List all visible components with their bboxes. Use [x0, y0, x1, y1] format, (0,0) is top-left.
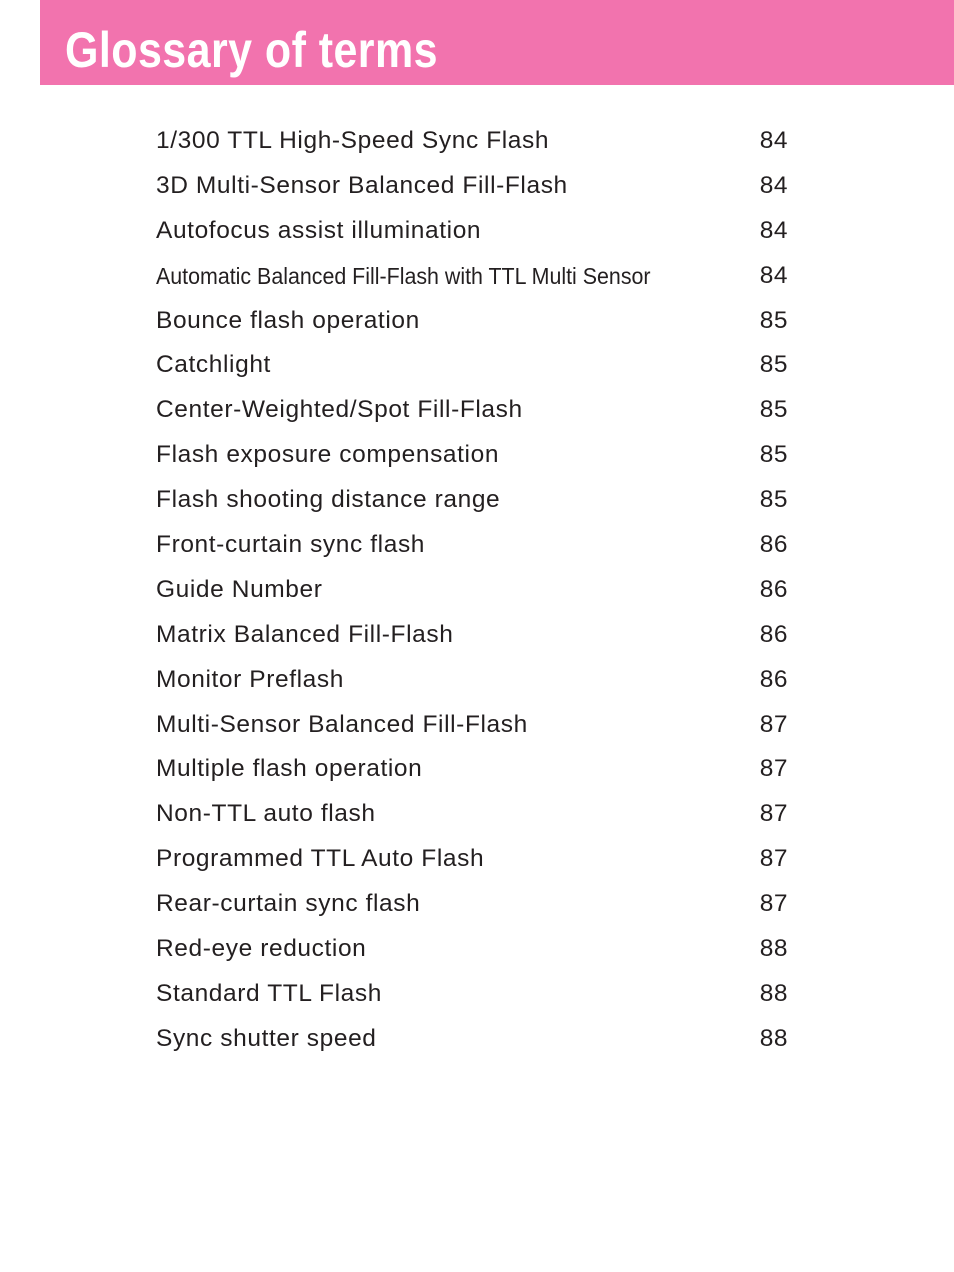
glossary-page-number: 84: [759, 261, 788, 289]
glossary-term: Center-Weighted/Spot Fill-Flash: [156, 396, 523, 424]
glossary-term: Automatic Balanced Fill-Flash with TTL Multi Sensor: [156, 262, 651, 289]
glossary-term: Multiple flash operation: [156, 755, 423, 783]
glossary-page-number: 87: [759, 755, 788, 783]
glossary-entry[interactable]: [156, 209, 788, 254]
glossary-list: [156, 119, 788, 1062]
glossary-page-number: 84: [759, 127, 788, 154]
glossary-term: Standard TTL Flash: [156, 979, 382, 1007]
glossary-page-number: 87: [759, 890, 788, 918]
glossary-page-number: 85: [759, 396, 788, 424]
glossary-term: Bounce flash operation: [156, 306, 420, 334]
glossary-term: Front-curtain sync flash: [156, 531, 426, 559]
glossary-entry[interactable]: [156, 613, 788, 658]
glossary-page-number: 86: [759, 531, 788, 559]
glossary-entry[interactable]: [156, 299, 788, 344]
glossary-entry[interactable]: [156, 164, 788, 209]
glossary-page-number: 85: [759, 351, 788, 379]
glossary-page-number: 86: [759, 665, 788, 693]
glossary-term: Sync shutter speed: [156, 1024, 377, 1052]
glossary-term: Rear-curtain sync flash: [156, 890, 421, 918]
glossary-page-number: 88: [759, 935, 788, 963]
glossary-page-number: 84: [759, 216, 788, 244]
glossary-term: Non-TTL auto flash: [156, 800, 376, 828]
glossary-page-number: 85: [759, 441, 788, 469]
glossary-term: Flash shooting distance range: [156, 486, 501, 514]
glossary-entry[interactable]: [156, 747, 788, 792]
glossary-entry[interactable]: [156, 927, 788, 972]
glossary-page-number: 87: [759, 845, 788, 873]
glossary-entry[interactable]: [156, 254, 788, 299]
glossary-entry[interactable]: [156, 523, 788, 568]
glossary-term: Monitor Preflash: [156, 665, 344, 693]
glossary-term: Programmed TTL Auto Flash: [156, 845, 485, 873]
glossary-page-number: 86: [759, 620, 788, 648]
glossary-term: Red-eye reduction: [156, 935, 367, 963]
glossary-entry[interactable]: [156, 388, 788, 433]
glossary-term: Catchlight: [156, 351, 271, 379]
glossary-entry[interactable]: [156, 343, 788, 388]
glossary-page-number: 87: [759, 800, 788, 828]
glossary-page-number: 88: [759, 1024, 788, 1052]
glossary-entry[interactable]: [156, 658, 788, 703]
header-bar: [40, 0, 954, 85]
page-title: Glossary of terms: [65, 22, 438, 78]
glossary-term: Flash exposure compensation: [156, 441, 500, 469]
glossary-entry[interactable]: [156, 119, 788, 164]
glossary-page-number: 84: [759, 171, 788, 199]
glossary-term: Guide Number: [156, 575, 323, 603]
glossary-term: 1/300 TTL High-Speed Sync Flash: [156, 127, 550, 154]
glossary-entry[interactable]: [156, 972, 788, 1017]
glossary-page-number: 86: [759, 575, 788, 603]
glossary-term: Matrix Balanced Fill-Flash: [156, 620, 454, 648]
glossary-entry[interactable]: [156, 882, 788, 927]
glossary-entry[interactable]: [156, 837, 788, 882]
glossary-entry[interactable]: [156, 433, 788, 478]
glossary-entry[interactable]: [156, 478, 788, 523]
glossary-entry[interactable]: [156, 703, 788, 748]
glossary-entry[interactable]: [156, 1017, 788, 1062]
glossary-term: Autofocus assist illumination: [156, 216, 482, 244]
glossary-term: Multi-Sensor Balanced Fill-Flash: [156, 710, 528, 738]
glossary-page-number: 88: [759, 979, 788, 1007]
glossary-page-number: 85: [759, 306, 788, 334]
glossary-entry[interactable]: [156, 792, 788, 837]
glossary-page-number: 85: [759, 486, 788, 514]
glossary-term: 3D Multi-Sensor Balanced Fill-Flash: [156, 171, 568, 199]
glossary-page-number: 87: [759, 710, 788, 738]
glossary-entry[interactable]: [156, 568, 788, 613]
